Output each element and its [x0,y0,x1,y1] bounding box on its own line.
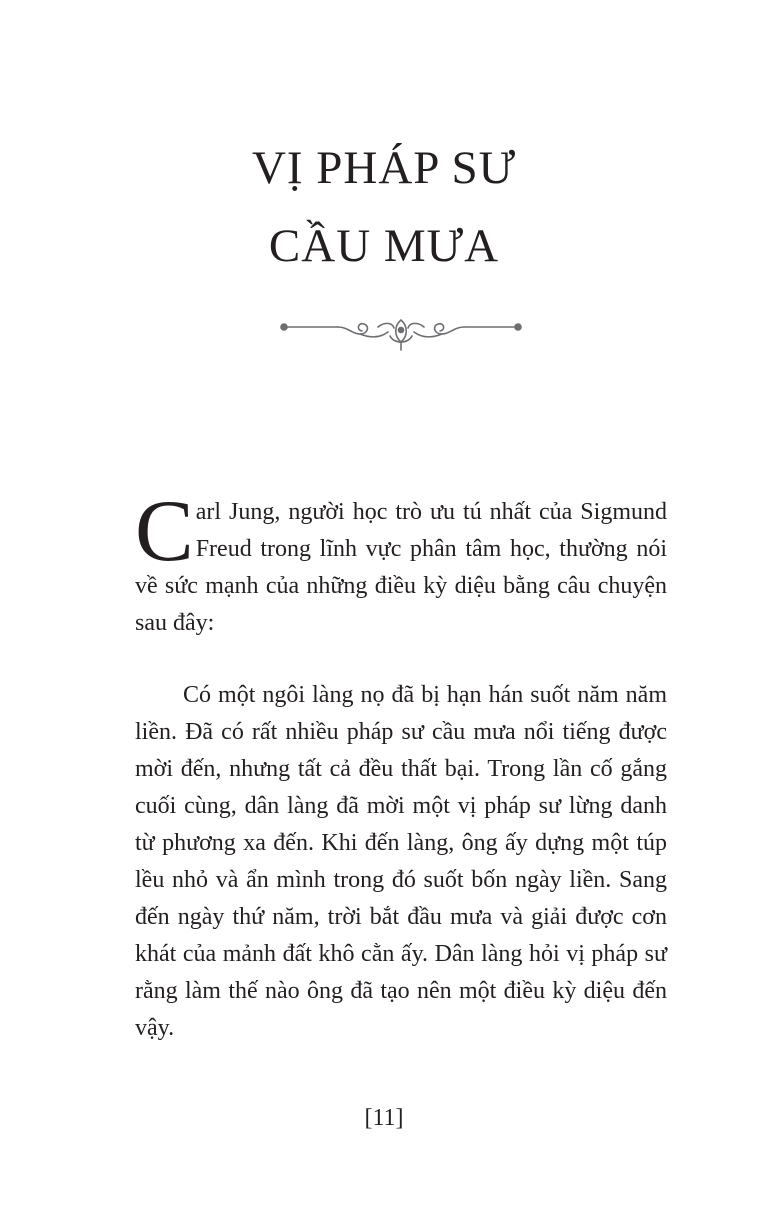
page-number: [11] [364,1105,404,1131]
paragraph-2: Có một ngôi làng nọ đã bị hạn hán suốt năm năm liền. Đã có rất nhiều pháp sư cầu mưa nổi tiếng được mời đến, nhưng tất cả đều thất bại. Trong lần cố gắng cuối cùng, dân làng đã mời một vị pháp sư lừng danh từ phương xa đến. Khi đến làng, ông ấy dựng một túp lều nhỏ và ẩn mình trong đó suốt bốn ngày liền. Sang đến ngày thứ năm, trời bắt đầu mưa và giải được cơn khát của mảnh đất khô cằn ấy. Dân làng hỏi vị pháp sư rằng làm thế nào ông đã tạo nên một điều kỳ diệu đến vậy. [135,682,667,1041]
ornament-divider-icon [278,312,524,358]
chapter-title-line-2: CẦU MƯA [268,220,500,272]
chapter-title-line-1: VỊ PHÁP SƯ [251,142,517,194]
paragraph-1-text: arl Jung, người học trò ưu tú nhất của Sigmund Freud trong lĩnh vực phân tâm học, thường nói về sức mạnh của những điều kỳ diệu bằng câu chuyện sau đây: [135,499,667,636]
drop-cap: C [135,483,194,580]
paragraph-1 [135,483,667,642]
